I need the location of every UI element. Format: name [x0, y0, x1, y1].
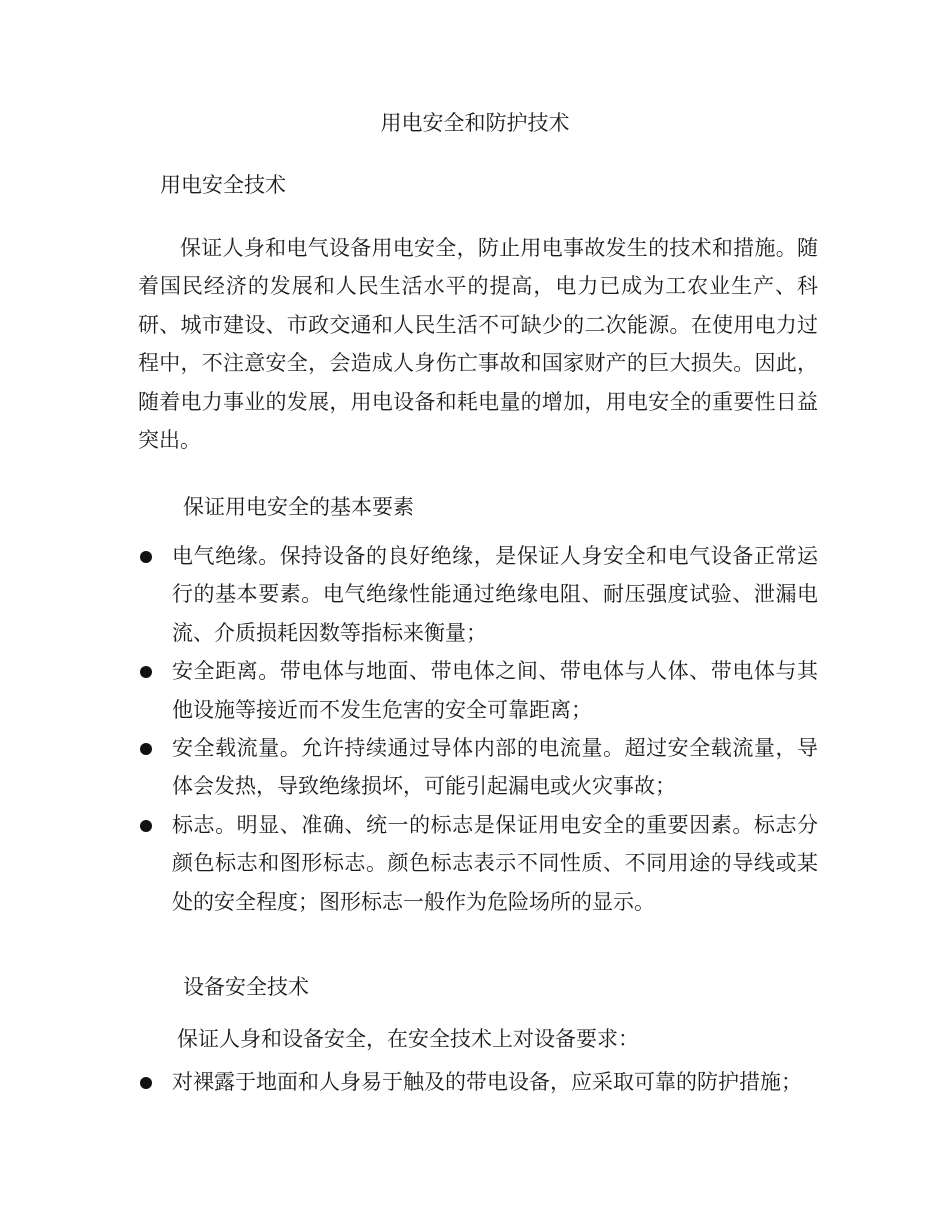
list-item-text: 对裸露于地面和人身易于触及的带电设备，应采取可靠的防护措施； [172, 1070, 802, 1094]
list-item [138, 652, 818, 729]
section-paragraph: 保证人身和电气设备用电安全，防止用电事故发生的技术和措施。随着国民经济的发展和人民生活水平的提高，电力已成为工农业生产、科研、城市建设、市政交通和人民生活不可缺少的二次能源。在使用电力过程中，不注意安全，会造成人身伤亡事故和国家财产的巨大损失。因此，随着电力事业的发展，用电设备和耗电量的增加，用电安全的重要性日益突出。 [138, 236, 818, 453]
bullet-icon [140, 1077, 152, 1089]
list-item-text: 安全载流量。允许持续通过导体内部的电流量。超过安全载流量，导体会发热，导致绝缘损坏，可能引起漏电或火灾事故； [172, 736, 818, 799]
list-item [138, 1063, 818, 1101]
list-item [138, 729, 818, 806]
section-heading-equipment-safety: 设备安全技术 [183, 975, 309, 999]
section-heading-basic-elements: 保证用电安全的基本要素 [183, 495, 414, 519]
list-item-text: 安全距离。带电体与地面、带电体之间、带电体与人体、带电体与其他设施等接近而不发生危害的安全可靠距离； [172, 659, 818, 722]
bullet-icon [140, 743, 152, 755]
section-intro: 保证人身和设备安全，在安全技术上对设备要求： [177, 1027, 639, 1051]
bullet-icon [140, 820, 152, 832]
basic-elements-list [138, 537, 818, 921]
section-heading-electrical-safety: 用电安全技术 [160, 173, 286, 197]
list-item [138, 806, 818, 921]
list-item [138, 537, 818, 652]
equipment-requirements-list [138, 1063, 818, 1101]
list-item-text: 标志。明显、准确、统一的标志是保证用电安全的重要因素。标志分颜色标志和图形标志。颜色标志表示不同性质、不同用途的导线或某处的安全程度；图形标志一般作为危险场所的显示。 [172, 812, 818, 914]
list-item-text: 电气绝缘。保持设备的良好绝缘，是保证人身安全和电气设备正常运行的基本要素。电气绝缘性能通过绝缘电阻、耐压强度试验、泄漏电流、介质损耗因数等指标来衡量； [172, 544, 818, 645]
bullet-icon [140, 666, 152, 678]
bullet-icon [140, 551, 152, 563]
document-title: 用电安全和防护技术 [380, 111, 570, 135]
